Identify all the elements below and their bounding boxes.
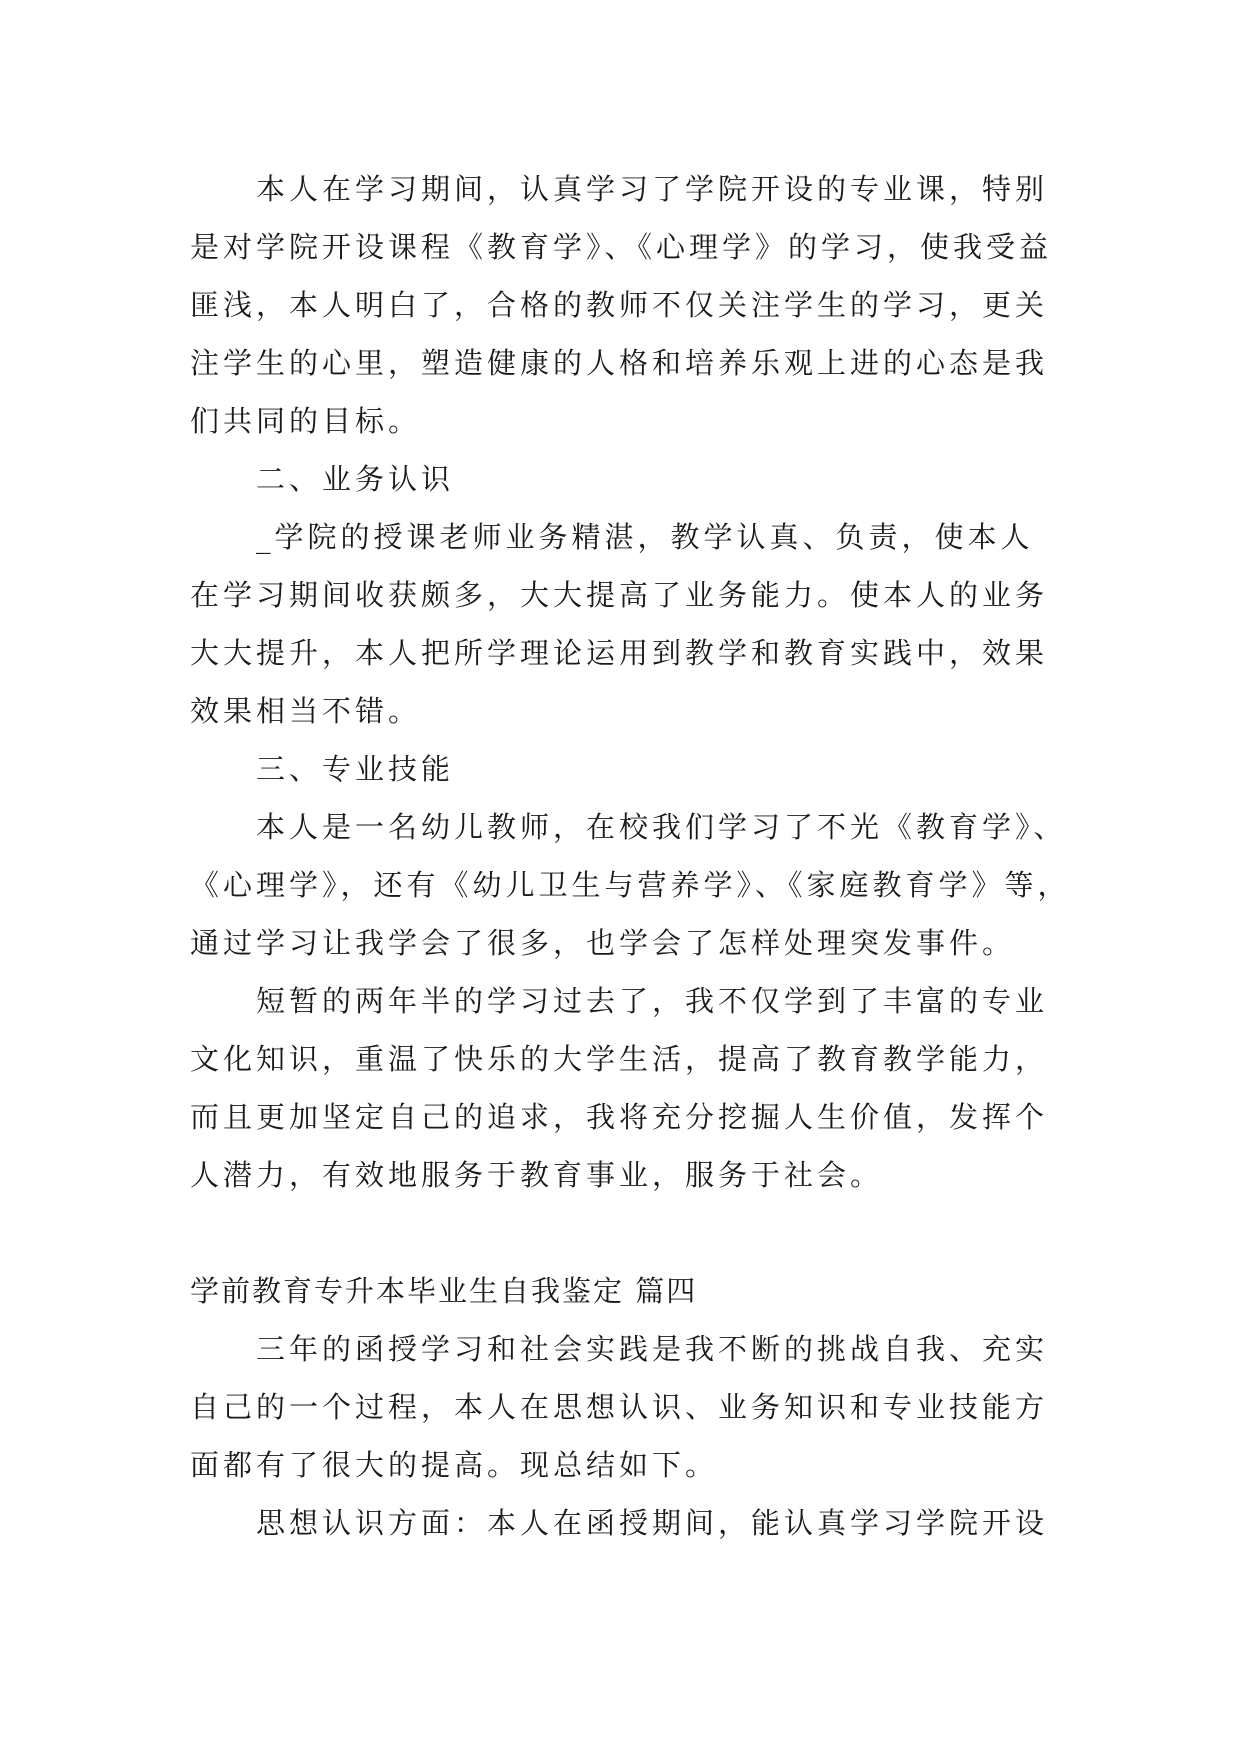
paragraph-line: _学院的授课老师业务精湛，教学认真、负责，使本人 — [256, 520, 1034, 554]
paragraph-line: 三年的函授学习和社会实践是我不断的挑战自我、充实 — [256, 1332, 1049, 1366]
paragraph-line: 们共同的目标。 — [190, 404, 422, 438]
paragraph-line: 效果相当不错。 — [190, 694, 422, 728]
paragraph-line: 匪浅，本人明白了，合格的教师不仅关注学生的学习，更关 — [190, 288, 1049, 322]
section-title: 学前教育专升本毕业生自我鉴定 篇四 — [190, 1274, 698, 1308]
paragraph-line: 本人是一名幼儿教师，在校我们学习了不光《教育学》、 — [256, 810, 1067, 844]
document-body — [190, 160, 1090, 1552]
paragraph-line: 是对学院开设课程《教育学》、《心理学》的学习，使我受益 — [190, 230, 1053, 264]
section-heading-skills: 三、专业技能 — [256, 752, 455, 786]
paragraph-line: 通过学习让我学会了很多，也学会了怎样处理突发事件。 — [190, 926, 1016, 960]
paragraph-line: 人潜力，有效地服务于教育事业，服务于社会。 — [190, 1158, 884, 1192]
paragraph-line: 大大提升，本人把所学理论运用到教学和教育实践中，效果 — [190, 636, 1049, 670]
paragraph-line: 《心理学》，还有《幼儿卫生与营养学》、《家庭教育学》等， — [190, 868, 1071, 902]
paragraph-line: 面都有了很大的提高。现总结如下。 — [190, 1448, 719, 1482]
paragraph-line: 本人在学习期间，认真学习了学院开设的专业课，特别 — [256, 172, 1049, 206]
paragraph-line: 短暂的两年半的学习过去了，我不仅学到了丰富的专业 — [256, 984, 1049, 1018]
section-heading-business: 二、业务认识 — [256, 462, 455, 496]
paragraph-line: 文化知识，重温了快乐的大学生活，提高了教育教学能力， — [190, 1042, 1049, 1076]
paragraph-line: 自己的一个过程，本人在思想认识、业务知识和专业技能方 — [190, 1390, 1049, 1424]
paragraph-line: 而且更加坚定自己的追求，我将充分挖掘人生价值，发挥个 — [190, 1100, 1049, 1134]
paragraph-line: 在学习期间收获颇多，大大提高了业务能力。使本人的业务 — [190, 578, 1049, 612]
paragraph-line: 注学生的心里，塑造健康的人格和培养乐观上进的心态是我 — [190, 346, 1049, 380]
paragraph-line: 思想认识方面：本人在函授期间，能认真学习学院开设 — [256, 1506, 1049, 1540]
blank-line — [190, 1204, 1090, 1262]
